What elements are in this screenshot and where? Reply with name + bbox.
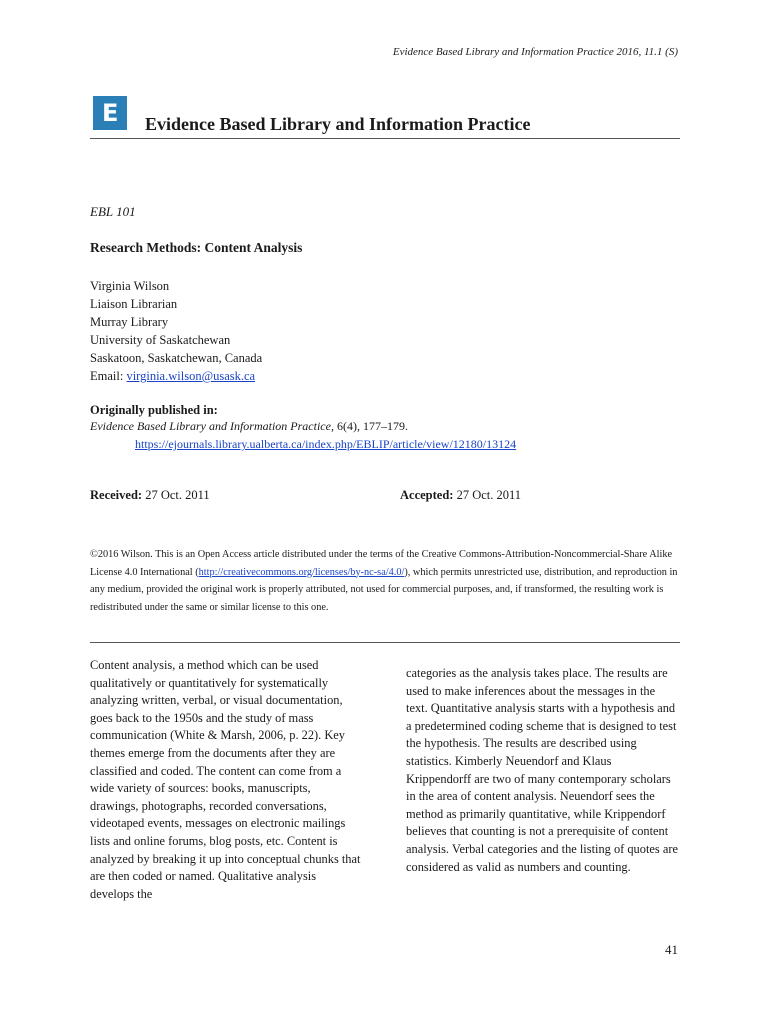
accepted-label: Accepted: (400, 488, 454, 502)
body-column-left (90, 657, 362, 903)
author-name: Virginia Wilson (90, 279, 170, 293)
license-text-after: ), which permits unrestricted use, distribution, and reproduction in any medium, provided the original work is properly attributed, not used for commercial purposes, and, if transformed, the resulting work is redistributed under the same or similar license to this one. (90, 566, 678, 613)
received-value: 27 Oct. 2011 (145, 488, 210, 502)
original-journal: Evidence Based Library and Information Practice, (90, 419, 334, 433)
accepted-value: 27 Oct. 2011 (456, 488, 522, 502)
author-library: Murray Library (90, 315, 169, 329)
running-header: Evidence Based Library and Information Practice 2016, 11.1 (S) (392, 46, 678, 58)
received-date (90, 488, 210, 503)
email-label: Email: (90, 369, 124, 383)
accepted-date (400, 488, 521, 503)
author-email-line (90, 367, 262, 385)
author-position: Liaison Librarian (90, 297, 178, 311)
license-text-before: ©2016 Wilson. This is an Open Access article distributed under the terms of the Creative Commons-Attribution-Noncommercial-Share Alike License 4.0 International ( (90, 549, 673, 578)
journal-title: Evidence Based Library and Information Practice (145, 114, 531, 134)
original-volume-pages: 6(4), 177–179. (336, 419, 408, 433)
body-paragraph-right: categories as the analysis takes place. The results are used to make inferences about the messages in the text. Quantitative analysis starts with a hypothesis and a predetermined coding scheme that is designed to test the hypothesis. The results are described using statistics. Kimberly Neuendorf and Klaus Krippendorff are two of many contemporary scholars in the area of content analysis. Neuendorf sees the method as primarily quantitative, while Krippendorf believes that counting is not a prerequisite of content analysis. Verbal categories and the listing of quotes are considered as valid as numbers and counting. (406, 666, 678, 874)
author-block (90, 277, 262, 385)
article-title: Research Methods: Content Analysis (90, 240, 303, 255)
originally-published-label: Originally published in: (90, 403, 218, 417)
journal-logo (93, 96, 127, 130)
journal-masthead (90, 94, 680, 139)
license-link[interactable]: http://creativecommons.org/licenses/by-nc-sa/4.0/ (198, 566, 405, 578)
section-divider (90, 642, 680, 643)
section-tag: EBL 101 (90, 204, 136, 219)
original-article-link[interactable]: https://ejournals.library.ualberta.ca/index.php/EBLIP/article/view/12180/13124 (135, 437, 517, 451)
author-university: University of Saskatchewan (90, 333, 231, 347)
journal-logo-letter: E (102, 99, 119, 127)
page-number: 41 (665, 942, 678, 957)
author-email-link[interactable]: virginia.wilson@usask.ca (126, 369, 256, 383)
author-location: Saskatoon, Saskatchewan, Canada (90, 351, 263, 365)
original-url-line (135, 437, 516, 452)
body-column-right (406, 665, 678, 876)
license-statement (90, 546, 682, 616)
original-citation (90, 419, 408, 434)
received-label: Received: (90, 488, 143, 502)
body-paragraph-left: Content analysis, a method which can be used qualitatively or quantitatively for systematically analyzing written, verbal, or visual documentation, goes back to the 1950s and the study of mass communication (White & Marsh, 2006, p. 22). Key themes emerge from the documents after they are classified and coded. The content can come from a wide variety of sources: books, manuscripts, drawings, photographs, recorded conversations, videotaped events, messages on electronic mailings lists and online forums, blog posts, etc. Content is analyzed by breaking it up into conceptual chunks that are then coded or named. Qualitative analysis develops the (90, 658, 361, 901)
